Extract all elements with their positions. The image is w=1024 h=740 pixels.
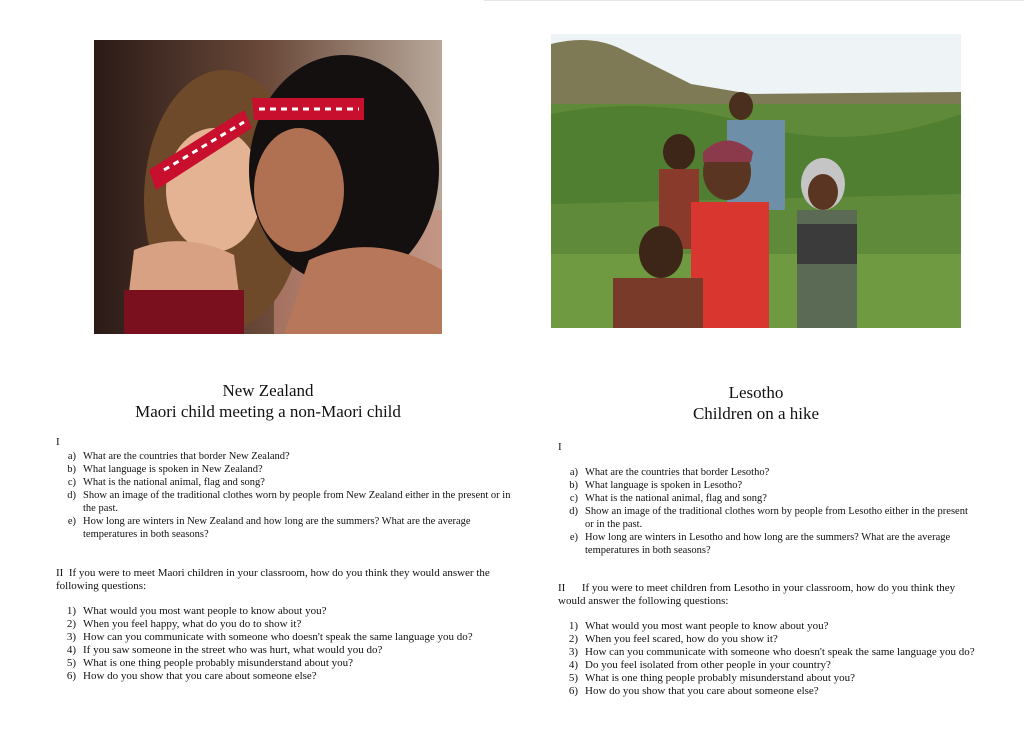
right-section2-label: II — [558, 582, 566, 594]
list-item: 4) Do you feel isolated from other people in your country? — [568, 659, 831, 671]
left-section1-label: I — [56, 436, 60, 448]
list-item: b) What language is spoken in New Zealand? — [67, 464, 263, 475]
new-zealand-photo — [94, 40, 442, 334]
list-item: 3) How can you communicate with someone who doesn't speak the same language you do? — [66, 631, 473, 643]
list-item: b) What language is spoken in Lesotho? — [569, 480, 743, 491]
list-item: 4) If you saw someone in the street who was hurt, what would you do? — [66, 644, 383, 656]
list-item: 6) How do you show that you care about someone else? — [66, 670, 317, 682]
left-title-country: New Zealand — [222, 381, 314, 400]
list-item: 3) How can you communicate with someone who doesn't speak the same language you do? — [568, 646, 975, 658]
left-title — [94, 380, 442, 422]
left-title-caption: Maori child meeting a non-Maori child — [135, 402, 401, 421]
list-item: 2) When you feel scared, how do you show it? — [568, 633, 778, 645]
lesotho-children-image — [551, 34, 961, 328]
list-item: 6) How do you show that you care about someone else? — [568, 685, 819, 697]
right-section1-label: I — [558, 441, 562, 453]
left-section2-intro: II If you were to meet Maori children in your classroom, how do you think they would answer the following questions: — [56, 567, 490, 592]
right-title — [551, 382, 961, 424]
list-item: c) What is the national animal, flag and song? — [569, 493, 767, 504]
list-item: 2) When you feel happy, what do you do to show it? — [66, 618, 302, 630]
right-section2-intro: II If you were to meet children from Lesotho in your classroom, how do you think they would answer the following questions: — [558, 582, 956, 607]
list-item: c) What is the national animal, flag and song? — [67, 477, 265, 488]
left-section2-questions — [56, 605, 516, 683]
list-item: 5) What is one thing people probably misunderstand about you? — [568, 672, 856, 684]
left-section2-label: II — [56, 567, 64, 579]
list-item: e) How long are winters in Lesotho and how long are the summers? What are the average temperatures in both seasons? — [569, 532, 951, 556]
right-section1-questions — [558, 466, 978, 557]
list-item: a) What are the countries that border New Zealand? — [67, 451, 290, 462]
list-item: 1) What would you most want people to know about you? — [66, 605, 327, 617]
list-item: a) What are the countries that border Lesotho? — [569, 467, 770, 478]
maori-children-image — [94, 40, 442, 334]
list-item: 5) What is one thing people probably misunderstand about you? — [66, 657, 354, 669]
list-item: d) Show an image of the traditional clothes worn by people from New Zealand either in the present or in the past. — [67, 490, 511, 514]
list-item: e) How long are winters in New Zealand and how long are the summers? What are the average temperatures in both seasons? — [67, 516, 471, 540]
right-title-country: Lesotho — [728, 383, 784, 402]
left-section1-questions — [56, 450, 516, 541]
lesotho-photo — [551, 34, 961, 328]
right-page — [512, 0, 1024, 740]
right-title-caption: Children on a hike — [692, 404, 820, 423]
list-item: d) Show an image of the traditional clothes worn by people from Lesotho either in the present or in the past. — [569, 506, 968, 530]
list-item: 1) What would you most want people to know about you? — [568, 620, 829, 632]
right-section2-questions — [558, 620, 978, 698]
